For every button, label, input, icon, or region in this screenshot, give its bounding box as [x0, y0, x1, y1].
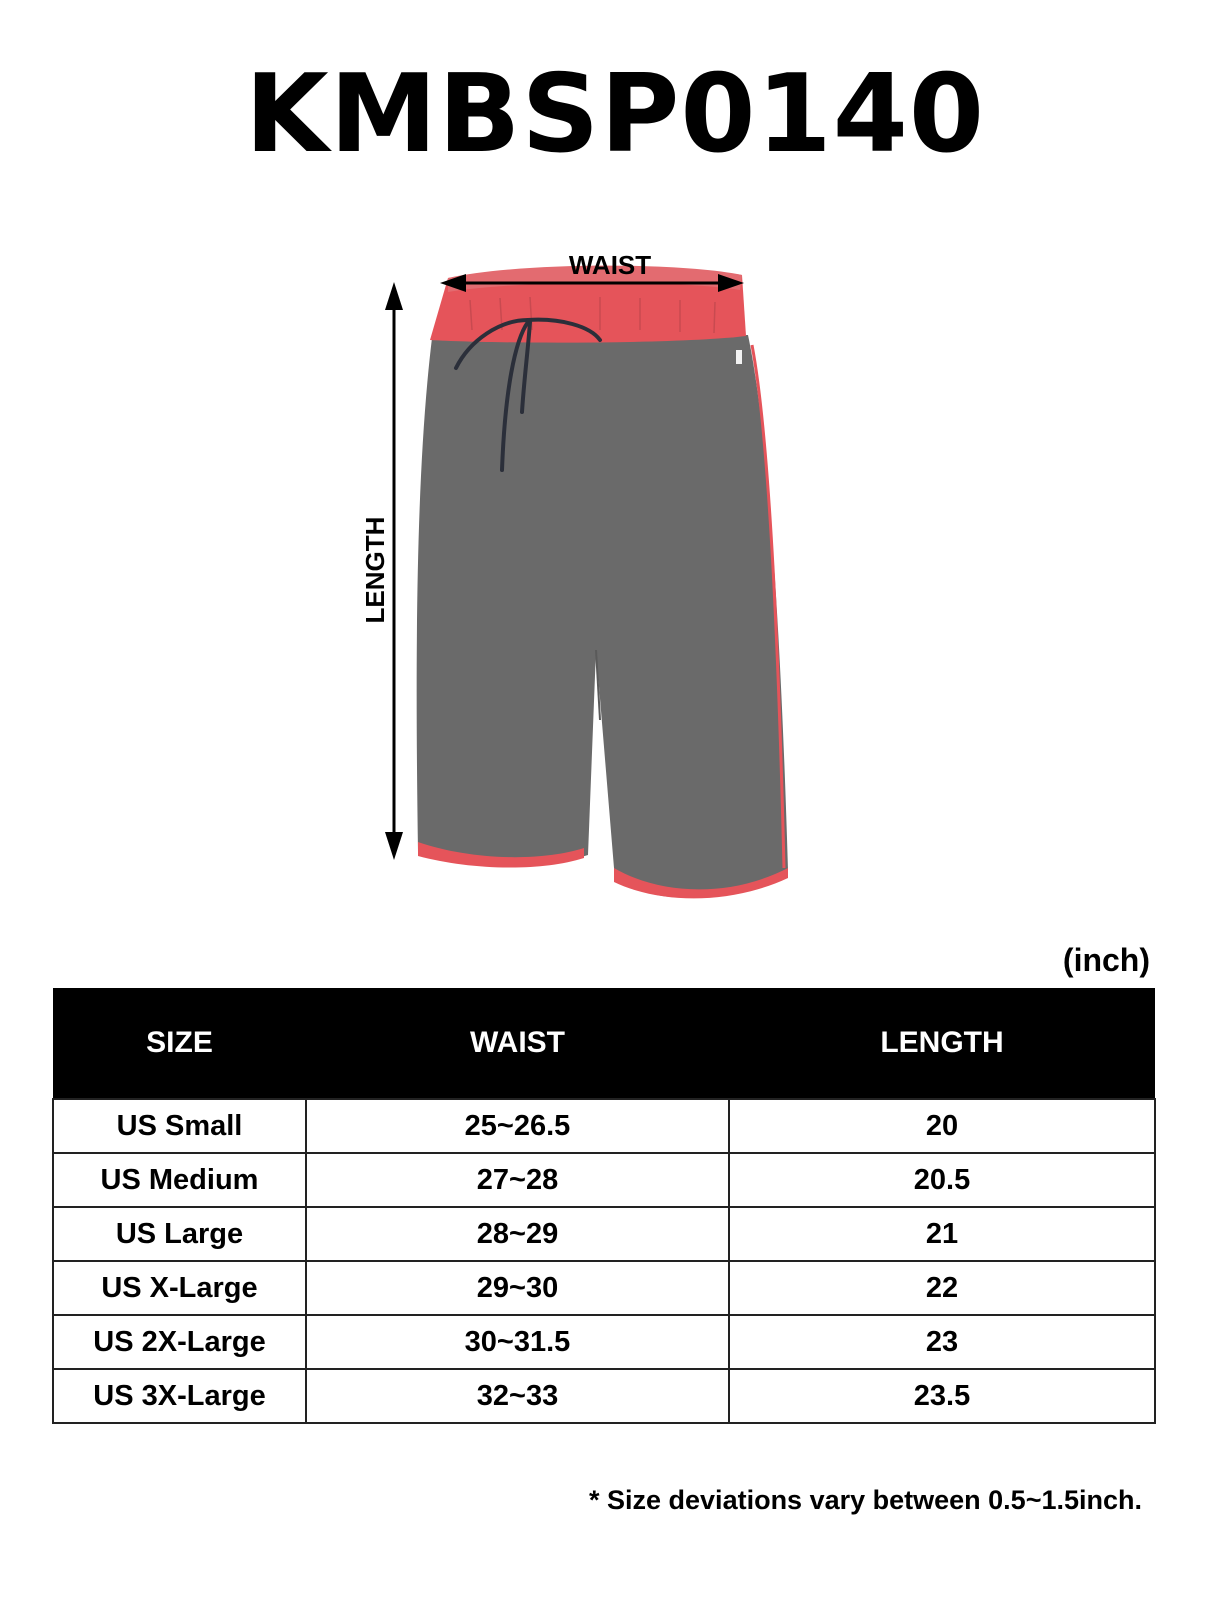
- header-size: SIZE: [53, 988, 306, 1099]
- length-cell: 23: [729, 1315, 1155, 1369]
- table-header-row: [53, 988, 1155, 1099]
- waist-cell: 28~29: [306, 1207, 729, 1261]
- length-cell: 20: [729, 1099, 1155, 1153]
- header-length: LENGTH: [729, 988, 1155, 1099]
- size-cell: US 3X-Large: [53, 1369, 306, 1423]
- table-row: [53, 1261, 1155, 1315]
- table-row: [53, 1207, 1155, 1261]
- product-code-title: KMBSP0140: [244, 52, 985, 177]
- waist-measure-label: WAIST: [568, 250, 652, 280]
- waist-cell: 30~31.5: [306, 1315, 729, 1369]
- table-row: [53, 1099, 1155, 1153]
- table-row: [53, 1369, 1155, 1423]
- size-cell: US Small: [53, 1099, 306, 1153]
- length-cell: 23.5: [729, 1369, 1155, 1423]
- waist-cell: 32~33: [306, 1369, 729, 1423]
- size-cell: US Medium: [53, 1153, 306, 1207]
- size-cell: US X-Large: [53, 1261, 306, 1315]
- length-measure-label: LENGTH: [360, 516, 390, 624]
- waist-cell: 27~28: [306, 1153, 729, 1207]
- size-deviation-note: * Size deviations vary between 0.5~1.5inch.: [589, 1485, 1142, 1515]
- waist-cell: 29~30: [306, 1261, 729, 1315]
- table-row: [53, 1315, 1155, 1369]
- shorts-body: [417, 335, 788, 898]
- length-cell: 21: [729, 1207, 1155, 1261]
- side-tag: [736, 350, 742, 364]
- table-row: [53, 1153, 1155, 1207]
- waist-cell: 25~26.5: [306, 1099, 729, 1153]
- size-chart-table: [52, 988, 1156, 1424]
- size-cell: US Large: [53, 1207, 306, 1261]
- unit-label: (inch): [1062, 942, 1150, 978]
- header-waist: WAIST: [306, 988, 729, 1099]
- length-cell: 22: [729, 1261, 1155, 1315]
- size-cell: US 2X-Large: [53, 1315, 306, 1369]
- length-cell: 20.5: [729, 1153, 1155, 1207]
